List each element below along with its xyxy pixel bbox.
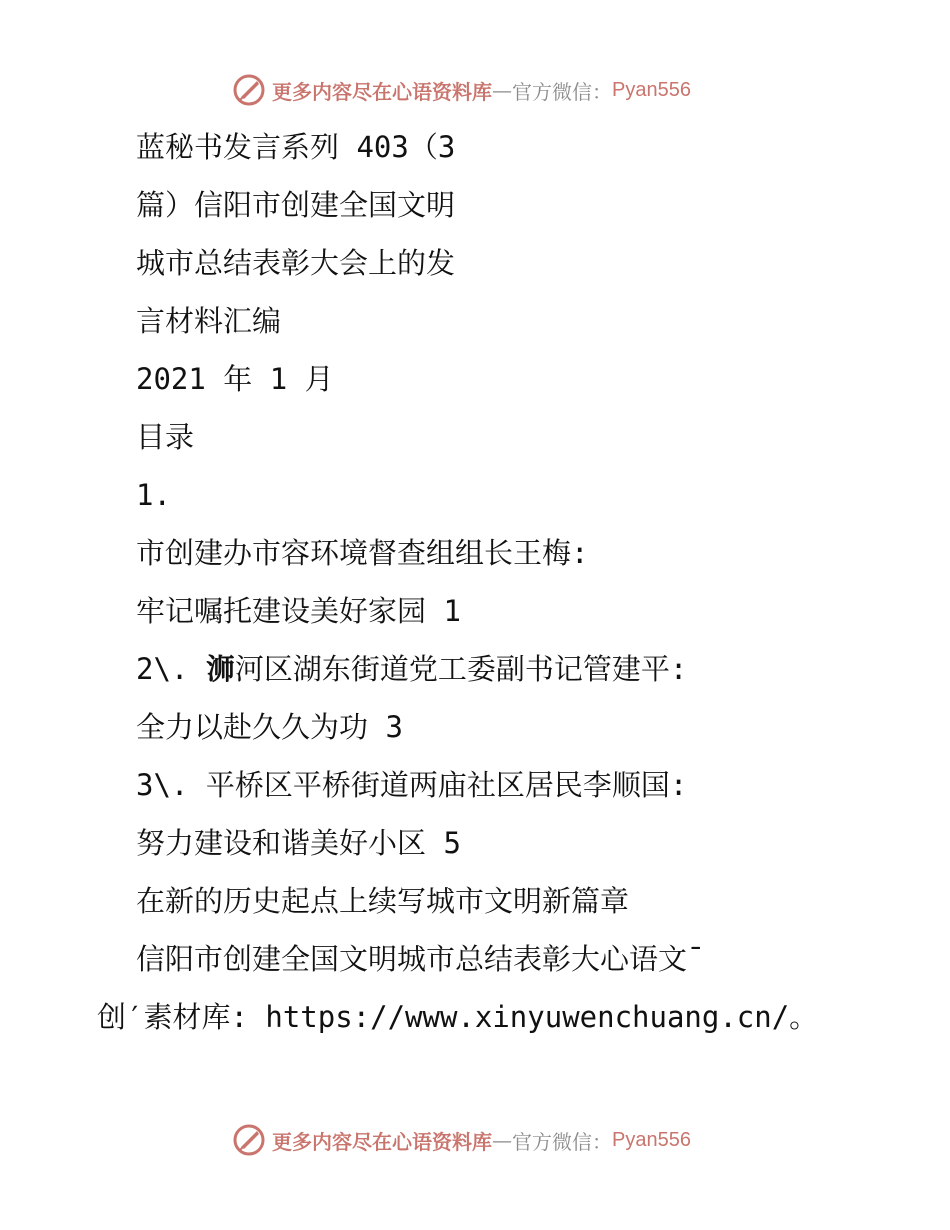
watermark-id: Pyan556 [612, 78, 691, 101]
text-line: 2021 年 1 月 [136, 362, 334, 396]
text-line [0, 640, 950, 698]
text-line: 市创建办市容环境督查组组长王梅: [136, 536, 589, 570]
watermark-main-text: 更多内容尽在心语资料库 [272, 1129, 492, 1154]
text-line: 1. [136, 478, 171, 512]
quill-logo-icon [232, 1123, 266, 1157]
watermark-dash: — [492, 1128, 512, 1152]
watermark-sub-text: 官方微信： [512, 1129, 612, 1154]
text-line: 3\. 平桥区平桥街道两庙社区居民李顺国: [136, 768, 688, 802]
text-line: 信阳市创建全国文明城市总结表彰大心语文¯ [136, 942, 705, 976]
document-body [0, 118, 950, 1046]
text-line: 在新的历史起点上续写城市文明新篇章 [136, 884, 630, 918]
text-line: 篇）信阳市创建全国文明 [136, 188, 456, 222]
watermark-id: Pyan556 [612, 1128, 691, 1151]
text-prefix: 2\. [136, 652, 206, 686]
watermark-dash: — [492, 78, 512, 102]
footer-watermark [232, 1123, 691, 1157]
watermark-main-text: 更多内容尽在心语资料库 [272, 79, 492, 104]
text-line-outdent: 创′素材库: https://www.xinyuwenchuang.cn/。 [97, 1000, 819, 1034]
text-rest: 河区湖东街道党工委副书记管建平: [234, 652, 688, 686]
text-line: 言材料汇编 [136, 304, 282, 338]
text-line: 蓝秘书发言系列 403（3 [136, 130, 456, 164]
text-line: 全力以赴久久为功 3 [136, 710, 403, 744]
text-bold-char: 浉 [205, 652, 235, 686]
text-line: 目录 [136, 420, 195, 454]
watermark-sub-text: 官方微信： [512, 79, 612, 104]
text-line: 城市总结表彰大会上的发 [136, 246, 456, 280]
text-line: 牢记嘱托建设美好家园 1 [136, 594, 461, 628]
quill-logo-icon [232, 73, 266, 107]
header-watermark [232, 73, 691, 107]
text-line: 努力建设和谐美好小区 5 [136, 826, 461, 860]
